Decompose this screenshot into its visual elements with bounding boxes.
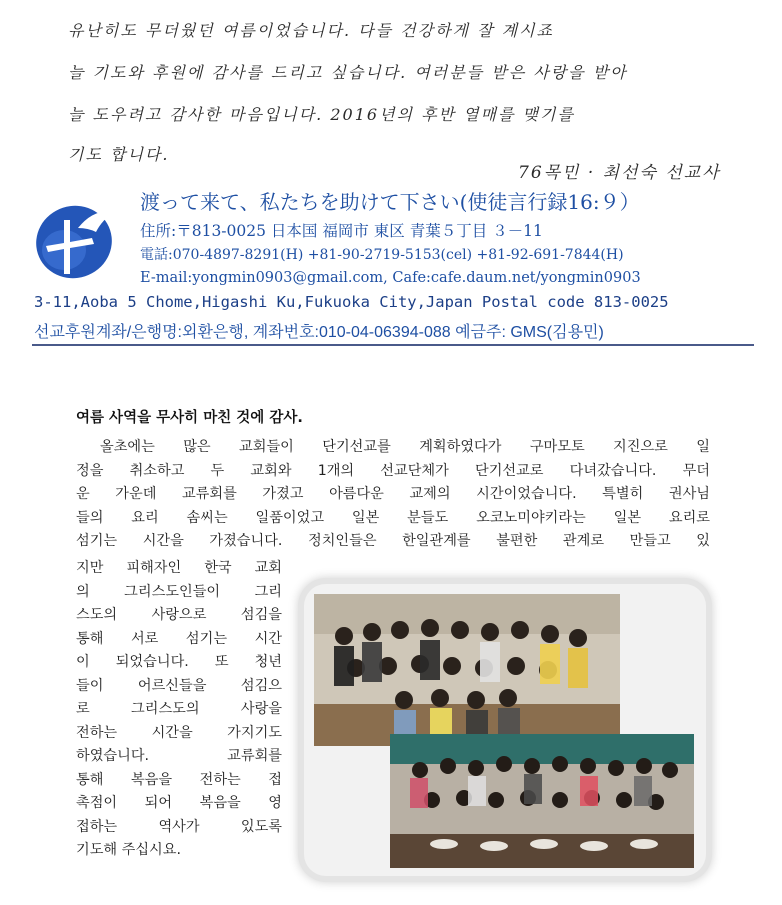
article-line: 스도의 사랑으로 섬김을 <box>76 607 282 623</box>
email-and-cafe: E-mail:yongmin0903@gmail.com, Cafe:cafe.daum.net/yongmin0903 <box>140 270 641 286</box>
english-address: 3-11,Aoba 5 Chome,Higashi Ku,Fukuoka City,Japan Postal code 813-0025 <box>34 293 669 311</box>
group-photo <box>314 594 620 746</box>
article-line: 들의 요리 솜씨는 일품이었고 일본 분들도 오코노미야키라는 일본 요리로 <box>76 509 710 526</box>
handwritten-line: 늘 기도와 후원에 감사를 드리고 싶습니다. 여러분들 받은 사랑을 받아 <box>68 63 628 82</box>
motto: 渡って来て、私たちを助けて下さい(使徒言行録16:９） <box>140 190 640 214</box>
article-line: 로 그리스도의 사랑을 <box>76 701 282 717</box>
handwritten-line: 늘 도우려고 감사한 마음입니다. 2016년의 후반 열매를 맺기를 <box>68 105 575 124</box>
article-line: 섬기는 시간을 가졌습니다. 정치인들은 한일관계를 불편한 관계로 만들고 있 <box>76 533 710 549</box>
article-line: 정을 취소하고 두 교회와 1개의 선교단체가 단기선교로 다녀갔습니다. 무더 <box>76 462 710 479</box>
header-divider <box>32 344 754 346</box>
handwritten-line: 유난히도 무더웠던 여름이었습니다. 다들 건강하게 잘 계시죠 <box>68 21 555 40</box>
cross-dove-logo-icon <box>34 198 118 282</box>
japanese-address: 住所:〒813-0025 日本国 福岡市 東区 青葉５丁目 ３－11 <box>140 222 543 240</box>
article-line: 올초에는 많은 교회들이 단기선교를 계획하였다가 구마모토 지진으로 일 <box>100 439 710 455</box>
article-line: 촉점이 되어 복음을 영 <box>76 795 282 811</box>
article-line: 기도해 주십시요. <box>76 842 181 858</box>
handwritten-line: 기도 합니다. <box>68 145 170 164</box>
handwritten-signature: 76목민 · 최선숙 선교사 <box>518 163 721 183</box>
article-heading: 여름 사역을 무사히 마친 것에 감사. <box>76 410 303 426</box>
phone-numbers: 電話:070-4897-8291(H) +81-90-2719-5153(cel) +81-92-691-7844(H) <box>140 247 624 263</box>
article-line: 하였습니다. 교류회를 <box>76 748 282 764</box>
dinner-photo <box>390 734 694 868</box>
article-line: 접하는 역사가 있도록 <box>76 818 282 835</box>
article-line: 의 그리스도인들이 그리 <box>76 583 282 600</box>
article-line: 이 되었습니다. 또 청년 <box>76 654 282 670</box>
article-paragraph <box>76 436 710 554</box>
article-line: 전하는 시간을 가지기도 <box>76 724 282 741</box>
photo-collage <box>304 584 706 876</box>
article-line: 통해 서로 섬기는 시간 <box>76 630 282 647</box>
article-wrapped-column <box>76 557 282 863</box>
article-line: 운 가운데 교류회를 가졌고 아름다운 교제의 시간이었습니다. 특별히 권사님 <box>76 486 710 502</box>
article-line: 들이 어르신들을 섬김으 <box>76 677 282 694</box>
article-line: 지만 피해자인 한국 교회 <box>76 560 282 576</box>
article-line: 통해 복음을 전하는 접 <box>76 771 282 788</box>
bank-account-info: 선교후원계좌/은행명:외환은행, 계좌번호:010-04-06394-088 예금주: GMS(김용민) <box>34 324 604 341</box>
